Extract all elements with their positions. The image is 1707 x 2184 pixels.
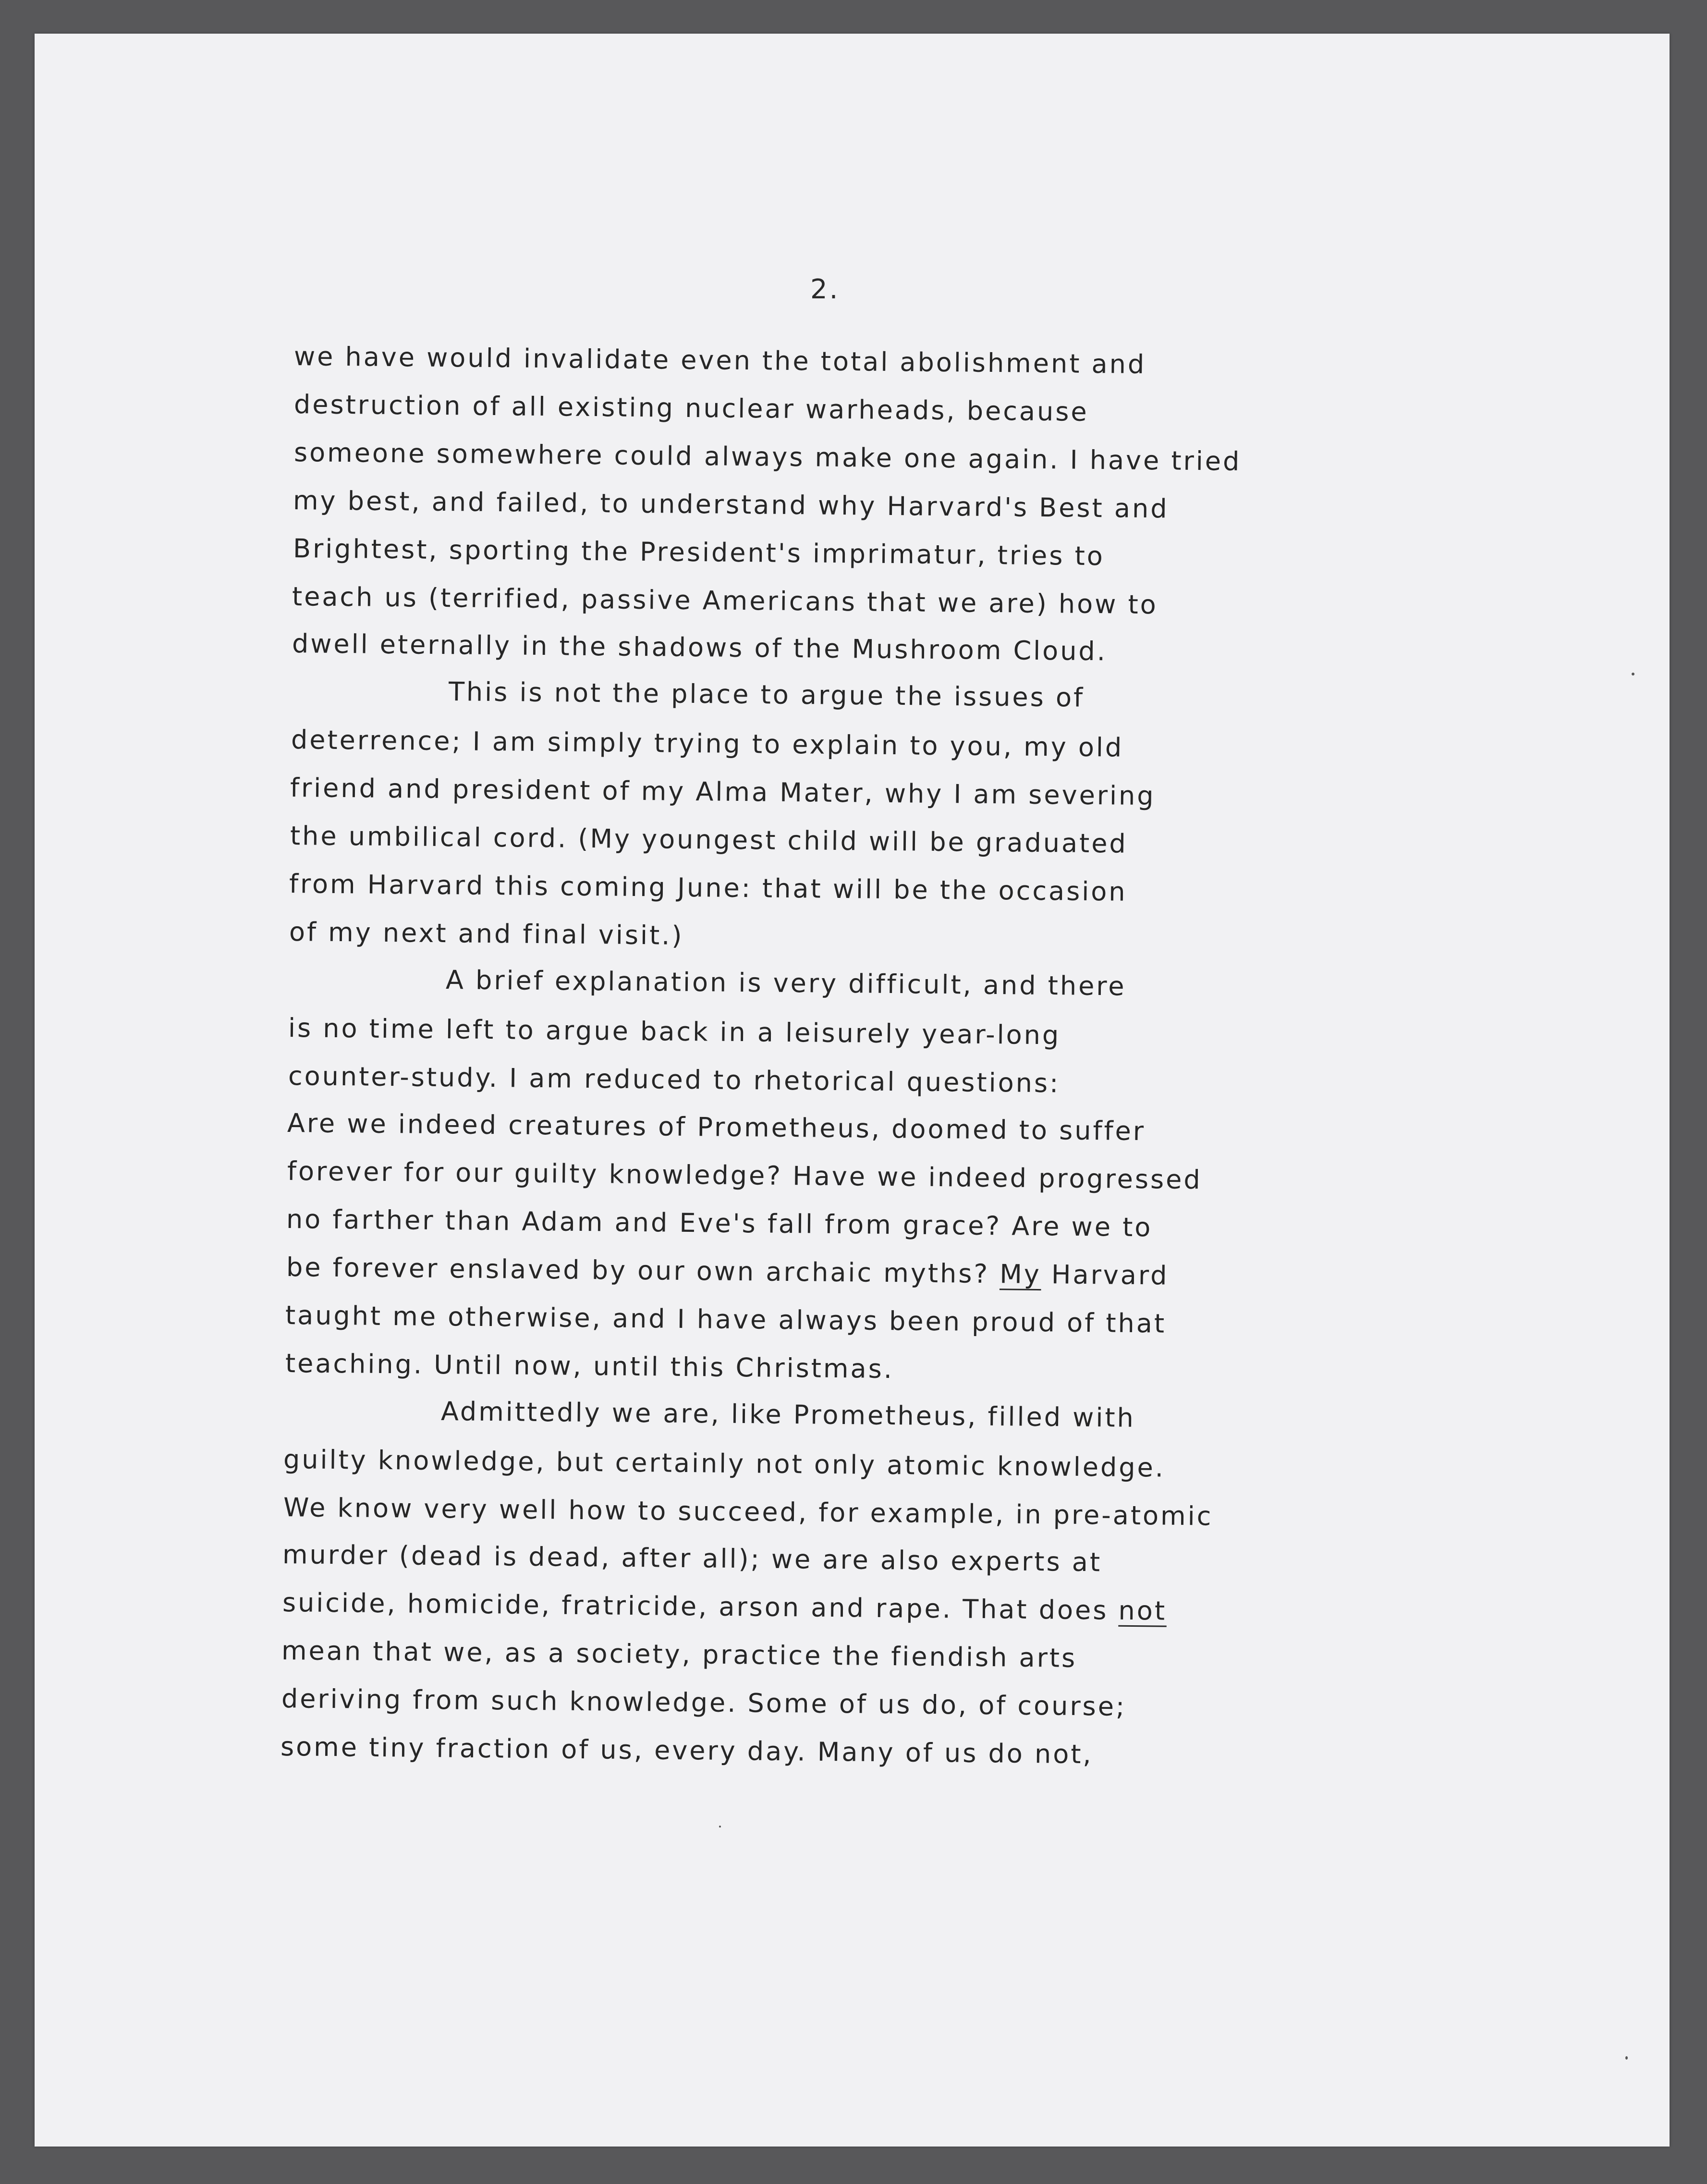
underlined-word: not [1118,1595,1167,1626]
text-line: from Harvard this coming June: that will be the occasion [289,869,1127,907]
letter-body [35,34,1670,2147]
line-text: Harvard [1041,1259,1169,1291]
text-line: forever for our guilty knowledge? Have we indeed progressed [287,1156,1203,1195]
text-line: some tiny fraction of us, every day. Many of us do not, [280,1731,1093,1770]
text-line: the umbilical cord. (My youngest child will be graduated [290,821,1128,859]
text-line: teach us (terrified, passive Americans that we are) how to [292,581,1158,620]
text-line: deriving from such knowledge. Some of us do, of course; [281,1683,1127,1722]
paper-speck [719,1826,721,1828]
paper-speck [1625,2056,1628,2060]
text-line: of my next and final visit.) [289,917,684,951]
page-number: 2. [810,274,840,305]
line-text: suicide, homicide, fratricide, arson and rape. That does [282,1587,1119,1626]
underlined-word: My [999,1259,1042,1290]
text-line: my best, and failed, to understand why Harvard's Best and [293,485,1169,524]
text-line [282,1587,1167,1626]
text-line: someone somewhere could always make one again. I have tried [293,437,1242,477]
text-line: mean that we, as a society, practice the fiendish arts [281,1635,1077,1673]
text-line: we have would invalidate even the total abolishment and [293,341,1146,380]
text-line: friend and president of my Alma Mater, why I am severing [290,773,1156,811]
text-line: taught me otherwise, and I have always been proud of that [285,1300,1167,1339]
text-line: Brightest, sporting the President's imprimatur, tries to [293,533,1105,572]
text-line: counter-study. I am reduced to rhetorical questions: [288,1061,1061,1099]
text-line: Admittedly we are, like Prometheus, filled with [440,1396,1136,1433]
text-line: teaching. Until now, until this Christmas. [285,1348,894,1385]
paper-speck [1632,673,1634,675]
text-line: destruction of all existing nuclear warheads, because [293,389,1089,427]
text-line [286,1252,1169,1291]
text-line: This is not the place to argue the issues of [448,676,1085,713]
text-line: We know very well how to succeed, for example, in pre-atomic [283,1492,1213,1532]
text-line: is no time left to argue back in a leisurely year-long [288,1013,1061,1051]
letter-page [35,34,1670,2147]
text-line: guilty knowledge, but certainly not only atomic knowledge. [283,1444,1166,1483]
text-line: murder (dead is dead, after all); we are also experts at [282,1539,1102,1578]
text-line: no farther than Adam and Eve's fall from grace? Are we to [286,1204,1153,1243]
text-line: Are we indeed creatures of Prometheus, doomed to suffer [287,1108,1146,1147]
text-line: deterrence; I am simply trying to explain to you, my old [291,724,1124,763]
text-line: dwell eternally in the shadows of the Mushroom Cloud. [292,628,1108,667]
text-line: A brief explanation is very difficult, and there [445,965,1126,1002]
line-text: be forever enslaved by our own archaic myths? [286,1252,1000,1289]
